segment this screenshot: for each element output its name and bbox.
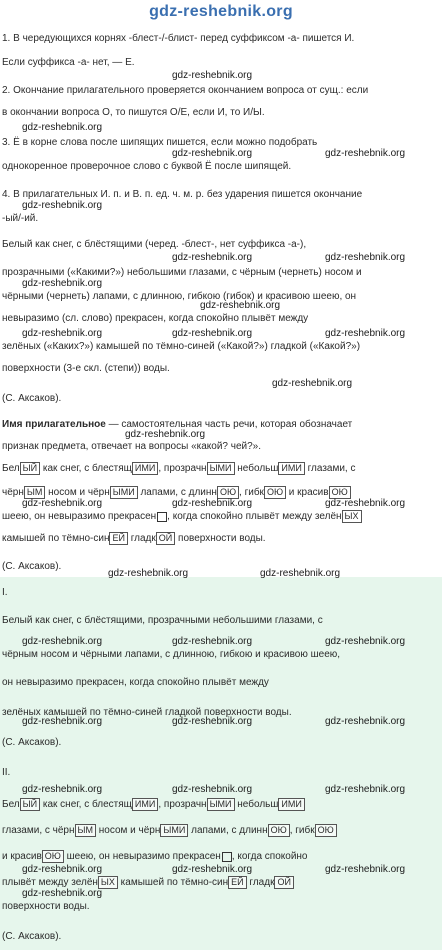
- rule-2b: в окончании вопроса О, то пишутся О/Е, если И, то И/Ы.: [2, 107, 265, 118]
- ending-box: ОЮ: [329, 486, 351, 499]
- text-part: чёрн: [2, 487, 24, 499]
- ending-box: ЫМ: [24, 486, 45, 499]
- ending-box: ЫХ: [342, 510, 362, 523]
- ending-box: ЕЙ: [228, 876, 246, 889]
- definition-term: Имя прилагательное: [2, 419, 106, 430]
- text-part: , когда спокойно: [231, 851, 308, 863]
- watermark: gdz-reshebnik.org: [172, 70, 253, 81]
- text-part: , гибк: [289, 825, 315, 837]
- text-line-5: зелёных («Каких?») камышей по тёмно-синей («Какой?») гладкой («Какой?»): [2, 341, 361, 352]
- watermark: gdz-reshebnik.org: [172, 636, 253, 647]
- ending-box: ЫХ: [98, 876, 118, 889]
- part2-line-5: поверхности воды.: [2, 901, 90, 912]
- text-part: , гибк: [239, 487, 264, 499]
- watermark: gdz-reshebnik.org: [22, 200, 103, 211]
- watermark: gdz-reshebnik.org: [22, 122, 103, 133]
- watermark: gdz-reshebnik.org: [22, 328, 103, 339]
- watermark: gdz-reshebnik.org: [22, 864, 103, 875]
- part1-line-3: он невыразимо прекрасен, когда спокойно плывёт между: [2, 677, 269, 688]
- text-part: , когда спокойно плывёт между зелён: [167, 511, 342, 523]
- watermark: gdz-reshebnik.org: [22, 888, 103, 899]
- ending-box: ЫМ: [75, 824, 96, 837]
- text-part: как снег, с блестящ: [40, 799, 132, 811]
- text-part: глазами, с чёрн: [2, 825, 75, 837]
- text-part: лапами, с длинн: [188, 825, 268, 837]
- rule-1a: 1. В чередующихся корнях -блест-/-блист- перед суффиксом -а- пишется И.: [2, 33, 355, 44]
- part1-number: I.: [2, 587, 8, 598]
- part2-number: II.: [2, 767, 11, 778]
- part1-author: (С. Аксаков).: [2, 737, 62, 748]
- text-part: камышей по тёмно-син: [2, 533, 110, 545]
- watermark: gdz-reshebnik.org: [172, 716, 253, 727]
- watermark: gdz-reshebnik.org: [22, 716, 103, 727]
- definition-line-1: [2, 418, 438, 431]
- watermark: gdz-reshebnik.org: [108, 568, 189, 579]
- text-part: небольш: [234, 799, 279, 811]
- text-line-1: Белый как снег, с блёстящими (черед. -блест-, нет суффикса -а-),: [2, 239, 307, 250]
- watermark: gdz-reshebnik.org: [172, 328, 253, 339]
- text-line-4: невыразимо (сл. слово) прекрасен, когда спокойно плывёт между: [2, 313, 309, 324]
- text-part: лапами, с длинн: [137, 487, 217, 499]
- ending-box: ОЙ: [274, 876, 293, 889]
- watermark: gdz-reshebnik.org: [325, 636, 406, 647]
- text-part: и красив: [2, 851, 42, 863]
- text-part: камышей по тёмно-син: [117, 877, 229, 889]
- ending-box: ЫМИ: [110, 486, 138, 499]
- text-part: глазами, с: [304, 463, 356, 475]
- ending-box: ЫЙ: [20, 798, 40, 811]
- definition-line-2: признак предмета, отвечает на вопросы «какой? чей?».: [2, 441, 262, 452]
- ending-box: ОЮ: [264, 486, 286, 499]
- text-line-3: чёрными (чернеть) лапами, с длинною, гибкою (гибок) и красивою шеею, он: [2, 291, 357, 302]
- ending-box: ЫМИ: [207, 798, 235, 811]
- text-part: , прозрачн: [158, 463, 207, 475]
- rule-1b: Если суффикса -а- нет, — Е.: [2, 57, 135, 68]
- part1-line-4: зелёных камышей по тёмно-синей гладкой поверхности воды.: [2, 707, 292, 718]
- part2-line-2: [2, 824, 438, 837]
- ending-box: ЕЙ: [109, 532, 127, 545]
- ending-box: ИМИ: [278, 798, 304, 811]
- ending-box: ОЮ: [315, 824, 337, 837]
- text-part: гладк: [246, 877, 275, 889]
- zero-ending-square: [222, 852, 232, 862]
- text-part: Бел: [2, 799, 20, 811]
- analysis-line-1: [2, 462, 438, 475]
- watermark: gdz-reshebnik.org: [22, 498, 103, 509]
- rule-3a: 3. Ё в корне слова после шипящих пишется, если можно подобрать: [2, 137, 318, 148]
- part2-author: (С. Аксаков).: [2, 931, 62, 942]
- ending-box: ЫМИ: [160, 824, 188, 837]
- watermark: gdz-reshebnik.org: [22, 784, 103, 795]
- text-part: гладк: [127, 533, 156, 545]
- text-line-2: прозрачными («Какими?») небольшими глазами, с чёрным (чернеть) носом и: [2, 267, 362, 278]
- part1-line-1: Белый как снег, с блёстящими, прозрачными небольшими глазами, с: [2, 615, 323, 626]
- text-part: как снег, с блестящ: [40, 463, 132, 475]
- text-part: носом и чёрн: [95, 825, 161, 837]
- text-part: шеею, он невыразимо прекрасен: [63, 851, 221, 863]
- rule-4a: 4. В прилагательных И. п. и В. п. ед. ч. м. р. без ударения пишется окончание: [2, 189, 363, 200]
- text-author: (С. Аксаков).: [2, 393, 62, 404]
- ending-box: ЫМИ: [207, 462, 235, 475]
- ending-box: ИМИ: [278, 462, 304, 475]
- definition-rest: — самостоятельная часть речи, которая обозначает: [105, 419, 353, 430]
- zero-ending-square: [157, 512, 167, 522]
- rule-2a: 2. Окончание прилагательного проверяется окончанием вопроса от сущ.: если: [2, 85, 369, 96]
- ending-box: ЫЙ: [20, 462, 40, 475]
- ending-box: ОЙ: [156, 532, 175, 545]
- text-part: , прозрачн: [158, 799, 207, 811]
- watermark: gdz-reshebnik.org: [325, 252, 406, 263]
- text-part: поверхности воды.: [175, 533, 266, 545]
- analysis-author: (С. Аксаков).: [2, 561, 62, 572]
- watermark: gdz-reshebnik.org: [325, 498, 406, 509]
- text-part: небольш: [234, 463, 279, 475]
- watermark: gdz-reshebnik.org: [325, 784, 406, 795]
- analysis-line-3: [2, 510, 438, 523]
- watermark: gdz-reshebnik.org: [172, 148, 253, 159]
- watermark: gdz-reshebnik.org: [22, 278, 103, 289]
- ending-box: ОЮ: [42, 850, 64, 863]
- watermark: gdz-reshebnik.org: [325, 864, 406, 875]
- watermark: gdz-reshebnik.org: [260, 568, 341, 579]
- part2-line-1: [2, 798, 438, 811]
- rule-3b: однокоренное проверочное слово с буквой Ё после шипящей.: [2, 161, 292, 172]
- watermark: gdz-reshebnik.org: [172, 784, 253, 795]
- watermark: gdz-reshebnik.org: [172, 252, 253, 263]
- watermark: gdz-reshebnik.org: [325, 716, 406, 727]
- watermark: gdz-reshebnik.org: [125, 429, 206, 440]
- text-part: плывёт между зелён: [2, 877, 98, 889]
- rule-4b: -ый/-ий.: [2, 213, 39, 224]
- watermark: gdz-reshebnik.org: [325, 148, 406, 159]
- site-header[interactable]: gdz-reshebnik.org: [149, 3, 293, 20]
- text-part: шеею, он невыразимо прекрасен: [2, 511, 157, 523]
- text-part: Бел: [2, 463, 20, 475]
- part1-line-2: чёрным носом и чёрными лапами, с длинною, гибкою и красивою шеею,: [2, 649, 341, 660]
- part2-line-3: [2, 850, 438, 863]
- watermark: gdz-reshebnik.org: [200, 300, 281, 311]
- ending-box: ИМИ: [132, 798, 158, 811]
- watermark: gdz-reshebnik.org: [272, 378, 353, 389]
- text-line-6: поверхности (3-е скл. (степи)) воды.: [2, 363, 170, 374]
- analysis-line-4: [2, 532, 438, 545]
- watermark: gdz-reshebnik.org: [325, 328, 406, 339]
- ending-box: ОЮ: [268, 824, 290, 837]
- watermark: gdz-reshebnik.org: [172, 864, 253, 875]
- text-part: носом и чёрн: [45, 487, 110, 499]
- watermark: gdz-reshebnik.org: [172, 498, 253, 509]
- text-part: и красив: [286, 487, 329, 499]
- ending-box: ОЮ: [217, 486, 239, 499]
- ending-box: ИМИ: [132, 462, 158, 475]
- watermark: gdz-reshebnik.org: [22, 636, 103, 647]
